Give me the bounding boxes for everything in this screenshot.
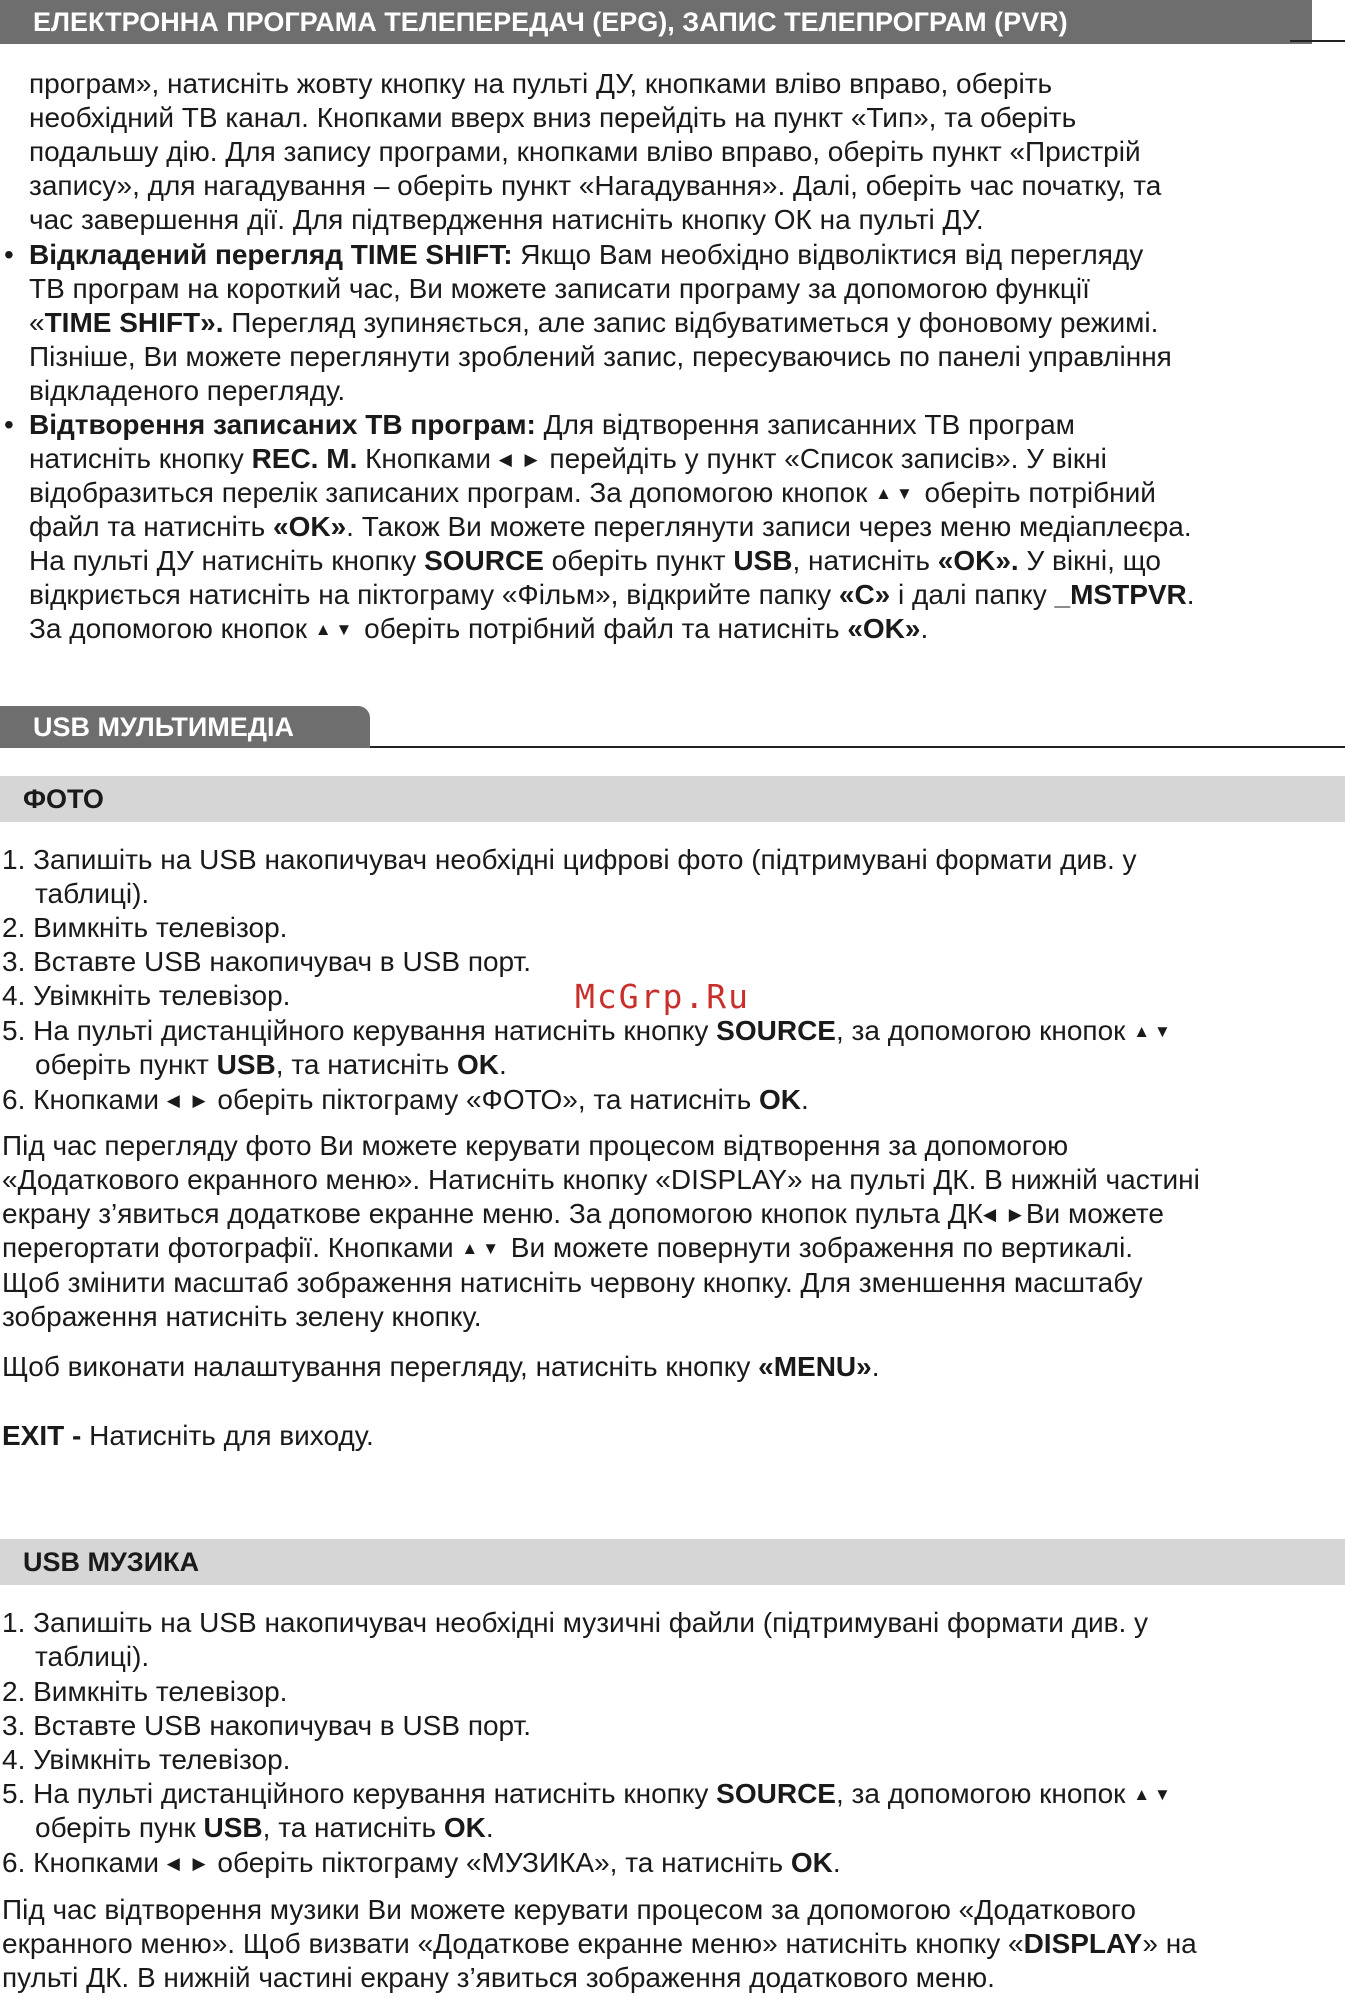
text-span: . bbox=[801, 1084, 809, 1115]
text-span: Щоб виконати налаштування перегляду, натисніть кнопку bbox=[2, 1351, 759, 1382]
text-span: На пульті ДУ натисніть кнопку bbox=[29, 545, 425, 576]
header-title: ЕЛЕКТРОННА ПРОГРАМА ТЕЛЕПЕРЕДАЧ (EPG), ЗАПИС ТЕЛЕПРОГРАМ (PVR) bbox=[0, 0, 1312, 44]
text-span: . Також Ви можете переглянути записи через меню медіаплеєра. bbox=[346, 511, 1192, 542]
display-key: DISPLAY bbox=[1023, 1928, 1143, 1959]
text-span: натисніть кнопку bbox=[29, 443, 252, 474]
photo-step-1: 1. Запишіть на USB накопичувач необхідні цифрові фото (підтримувані формати див. у bbox=[2, 844, 1137, 875]
photo-step-4: 4. Увімкніть телевізор. bbox=[2, 980, 291, 1011]
text-span: і далі папку bbox=[890, 579, 1055, 610]
time-shift-line-5: відкладеного перегляду. bbox=[29, 375, 346, 406]
text-span: оберіть піктограму «МУЗИКА», та натисніть bbox=[209, 1847, 791, 1878]
text-span: відобразиться перелік записаних програм. За допомогою кнопок bbox=[29, 477, 876, 508]
left-right-arrows-icon: ◀ ▶ bbox=[498, 450, 542, 469]
menu-key: «MENU» bbox=[758, 1351, 872, 1382]
music-para-line-3: пульті ДК. В нижній частині екрану з’явиться зображення додаткового меню. bbox=[2, 1962, 995, 1993]
text-span: 6. Кнопками bbox=[2, 1847, 167, 1878]
music-step-1: 1. Запишіть на USB накопичувач необхідні музичні файли (підтримувані формати див. у bbox=[2, 1607, 1149, 1638]
photo-para-line-4 bbox=[2, 1231, 1133, 1267]
text-span: перегортати фотографії. Кнопками bbox=[2, 1232, 462, 1263]
music-step-5-cont bbox=[35, 1811, 494, 1846]
usb-multimedia-title: USB МУЛЬТИМЕДІА bbox=[0, 706, 370, 748]
time-shift-line-1 bbox=[29, 238, 1143, 273]
text-span: оберіть потрібний файл та натисніть bbox=[356, 613, 848, 644]
text-span: файл та натисніть bbox=[29, 511, 273, 542]
usb-multimedia-rule bbox=[370, 746, 1345, 748]
music-step-2: 2. Вимкніть телевізор. bbox=[2, 1676, 288, 1707]
left-right-arrows-icon: ◀ ▶ bbox=[166, 1854, 210, 1873]
text-span: оберіть пункт bbox=[35, 1049, 217, 1080]
music-para-line-1: Під час відтворення музики Ви можете керувати процесом за допомогою «Додаткового bbox=[2, 1894, 1136, 1925]
text-span: екранного меню». Щоб визвати «Додаткове екранне меню» натисніть кнопку « bbox=[2, 1928, 1024, 1959]
playback-line-3 bbox=[29, 476, 1156, 512]
text-span: Якщо Вам необхідно відволіктися від перегляду bbox=[512, 239, 1144, 270]
text-span: оберіть пунк bbox=[35, 1812, 204, 1843]
text-span: Ви можете повернути зображення по вертикалі. bbox=[503, 1232, 1134, 1263]
text-span: , та натисніть bbox=[275, 1049, 457, 1080]
playback-line-6 bbox=[29, 578, 1195, 613]
up-down-arrows-icon: ▲▼ bbox=[461, 1239, 504, 1258]
photo-para-line-5: Щоб змінити масштаб зображення натисніть червону кнопку. Для зменшення масштабу bbox=[2, 1267, 1143, 1298]
text-span: 5. На пульті дистанційного керування натисніть кнопку bbox=[2, 1015, 717, 1046]
photo-menu-line bbox=[2, 1350, 880, 1385]
music-step-1-cont: таблиці). bbox=[35, 1641, 150, 1672]
up-down-arrows-icon: ▲▼ bbox=[1133, 1785, 1175, 1804]
folder-mstpvr: _MSTPVR bbox=[1054, 579, 1187, 610]
photo-exit-line bbox=[2, 1419, 374, 1454]
text-span: 6. Кнопками bbox=[2, 1084, 167, 1115]
music-section-title: USB МУЗИКА bbox=[0, 1539, 1345, 1585]
text-span: . bbox=[871, 1351, 880, 1382]
text-span: У вікні, що bbox=[1018, 545, 1161, 576]
bullet-playback: • bbox=[4, 409, 14, 440]
ok-key: «OK». bbox=[937, 545, 1019, 576]
photo-step-2: 2. Вимкніть телевізор. bbox=[2, 912, 288, 943]
pvr-line-1: програм», натисніть жовту кнопку на пульті ДУ, кнопками вліво вправо, оберіть bbox=[29, 68, 1053, 99]
text-span: оберіть піктограму «ФОТО», та натисніть bbox=[209, 1084, 760, 1115]
pvr-line-2: необхідний ТВ канал. Кнопками вверх вниз перейдіть на пункт «Тип», та оберіть bbox=[29, 102, 1077, 133]
text-span: оберіть пункт bbox=[543, 545, 734, 576]
text-span: . bbox=[920, 613, 929, 644]
playback-line-7 bbox=[29, 612, 928, 648]
text-span: , за допомогою кнопок bbox=[835, 1015, 1134, 1046]
ok-key: OK bbox=[790, 1847, 833, 1878]
text-span: » на bbox=[1142, 1928, 1197, 1959]
pvr-line-3: подальшу дію. Для запису програми, кнопками вліво вправо, оберіть пункт «Пристрій bbox=[29, 136, 1141, 167]
ok-key: OK bbox=[456, 1049, 499, 1080]
site-watermark: McGrp.Ru bbox=[575, 977, 750, 1016]
text-span: , за допомогою кнопок bbox=[835, 1778, 1134, 1809]
source-key: SOURCE bbox=[716, 1015, 836, 1046]
time-shift-line-2: ТВ програм на короткий час, Ви можете записати програму за допомогою функції bbox=[29, 273, 1090, 304]
text-span: 5. На пульті дистанційного керування натисніть кнопку bbox=[2, 1778, 717, 1809]
music-step-4: 4. Увімкніть телевізор. bbox=[2, 1744, 291, 1775]
text-span: . bbox=[832, 1847, 841, 1878]
music-step-6 bbox=[2, 1846, 841, 1882]
time-shift-term: TIME SHIFT». bbox=[44, 307, 224, 338]
left-right-arrows-icon: ◀ ▶ bbox=[983, 1205, 1026, 1224]
photo-step-5 bbox=[2, 1014, 1175, 1050]
ok-key: «OK» bbox=[847, 613, 921, 644]
playback-line-1 bbox=[29, 408, 1075, 443]
time-shift-line-3 bbox=[29, 306, 1158, 341]
usb-item: USB bbox=[203, 1812, 263, 1843]
photo-section-title: ФОТО bbox=[0, 776, 1345, 822]
source-key: SOURCE bbox=[716, 1778, 836, 1809]
text-span: . bbox=[485, 1812, 494, 1843]
up-down-arrows-icon: ▲▼ bbox=[875, 484, 917, 503]
photo-para-line-1: Під час перегляду фото Ви можете керувати процесом відтворення за допомогою bbox=[2, 1130, 1069, 1161]
playback-line-4 bbox=[29, 510, 1192, 545]
usb-item: USB bbox=[216, 1049, 276, 1080]
music-step-5 bbox=[2, 1777, 1175, 1813]
up-down-arrows-icon: ▲▼ bbox=[314, 620, 357, 639]
left-right-arrows-icon: ◀ ▶ bbox=[166, 1091, 210, 1110]
ok-key: «OK» bbox=[273, 511, 347, 542]
text-span: , натисніть bbox=[792, 545, 938, 576]
playback-line-5 bbox=[29, 544, 1161, 579]
playback-heading: Відтворення записаних ТВ програм: bbox=[29, 409, 536, 440]
time-shift-heading: Відкладений перегляд TIME SHIFT: bbox=[29, 239, 513, 270]
usb-item: USB bbox=[733, 545, 793, 576]
photo-para-line-2: «Додаткового екранного меню». Натисніть кнопку «DISPLAY» на пульті ДК. В нижній частині bbox=[2, 1164, 1200, 1195]
up-down-arrows-icon: ▲▼ bbox=[1133, 1022, 1175, 1041]
text-span: перейдіть у пункт «Список записів». У вікні bbox=[541, 443, 1107, 474]
ok-key: OK bbox=[759, 1084, 802, 1115]
text-span: оберіть потрібний bbox=[916, 477, 1156, 508]
music-step-3: 3. Вставте USB накопичувач в USB порт. bbox=[2, 1710, 532, 1741]
text-span: Ви можете bbox=[1025, 1198, 1164, 1229]
photo-step-6 bbox=[2, 1083, 809, 1119]
text-span: відкриється натисніть на піктограму «Фільм», відкрийте папку bbox=[29, 579, 839, 610]
text-span: Кнопками bbox=[357, 443, 499, 474]
playback-line-2 bbox=[29, 442, 1107, 478]
rec-m-key: REC. M. bbox=[251, 443, 358, 474]
time-shift-line-4: Пізніше, Ви можете переглянути зроблений запис, пересуваючись по панелі управління bbox=[29, 341, 1172, 372]
text-span: Перегляд зупиняється, але запис відбуватиметься у фоновому режимі. bbox=[223, 307, 1159, 338]
text-span: Для відтворення записанних ТВ програм bbox=[535, 409, 1075, 440]
photo-step-3: 3. Вставте USB накопичувач в USB порт. bbox=[2, 946, 532, 977]
text-span: . bbox=[498, 1049, 507, 1080]
pvr-line-5: час завершення дії. Для підтвердження натисніть кнопку ОК на пульті ДУ. bbox=[29, 204, 984, 235]
text-span: екрану з’явиться додаткове екранне меню. За допомогою кнопок пульта ДК bbox=[2, 1198, 983, 1229]
bullet-time-shift: • bbox=[4, 239, 14, 270]
text-span: Натисніть для виходу. bbox=[81, 1420, 374, 1451]
ok-key: OK bbox=[443, 1812, 486, 1843]
photo-para-line-6: зображення натисніть зелену кнопку. bbox=[2, 1301, 482, 1332]
music-para-line-2 bbox=[2, 1927, 1197, 1962]
text-span: . bbox=[1186, 579, 1195, 610]
pvr-line-4: запису», для нагадування – оберіть пункт «Нагадування». Далі, оберіть час початку, та bbox=[29, 170, 1162, 201]
text-span: За допомогою кнопок bbox=[29, 613, 315, 644]
source-key: SOURCE bbox=[424, 545, 544, 576]
text-span: , та натисніть bbox=[262, 1812, 444, 1843]
text-span: « bbox=[29, 307, 45, 338]
folder-c: «C» bbox=[838, 579, 891, 610]
photo-para-line-3 bbox=[2, 1197, 1164, 1233]
header-rule bbox=[1290, 40, 1345, 42]
photo-step-5-cont bbox=[35, 1048, 507, 1083]
exit-key: EXIT - bbox=[2, 1420, 82, 1451]
photo-step-1-cont: таблиці). bbox=[35, 878, 150, 909]
